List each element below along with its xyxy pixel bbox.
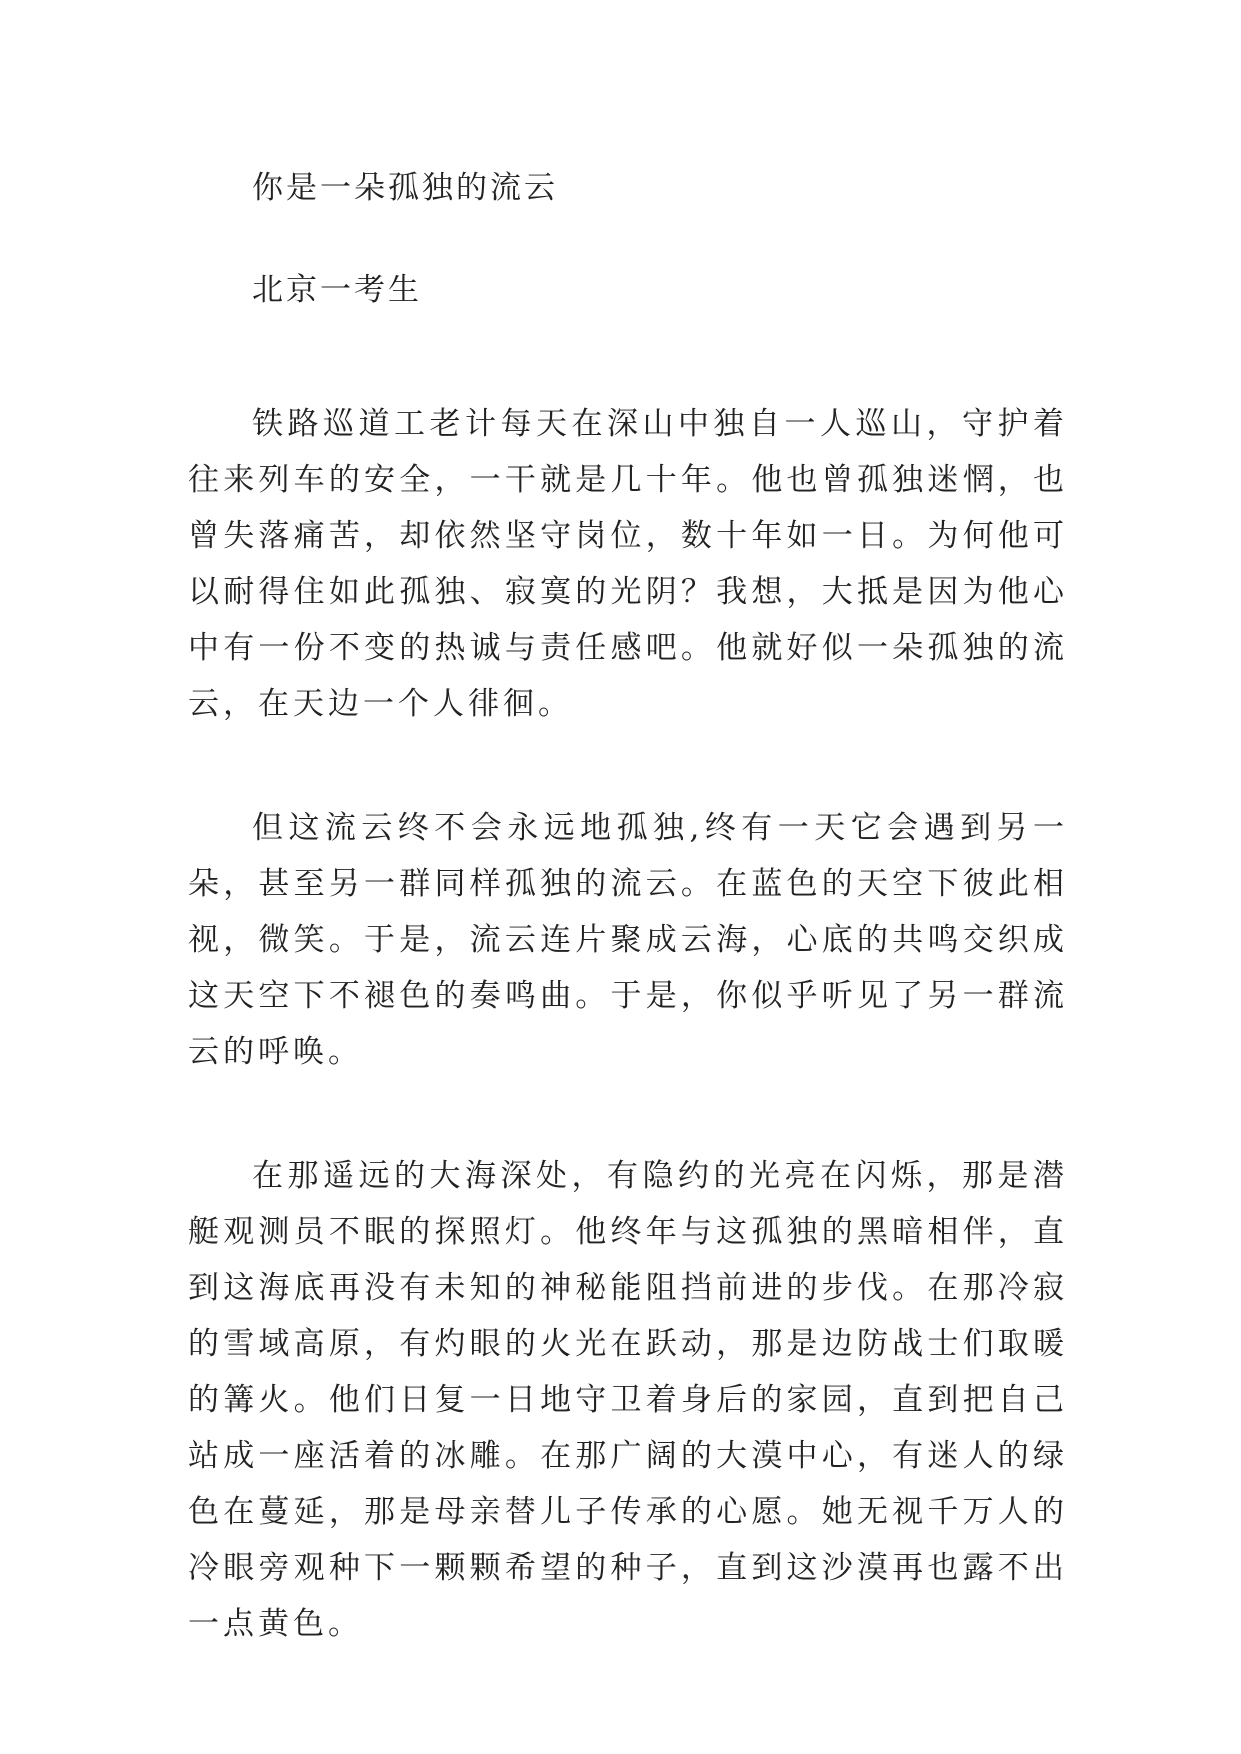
essay-title: 你是一朵孤独的流云 <box>252 170 558 206</box>
document-body <box>188 160 1068 1652</box>
paragraph-3: 在那遥远的大海深处，有隐约的光亮在闪烁，那是潜艇观测员不眠的探照灯。他终年与这孤独的黑暗相伴，直到这海底再没有未知的神秘能阻挡前进的步伐。在那冷寂的雪域高原，有灼眼的火光在跃动，那是边防战士们取暖的篝火。他们日复一日地守卫着身后的家园，直到把自己站成一座活着的冰雕。在那广阔的大漠中心，有迷人的绿色在蔓延，那是母亲替儿子传承的心愿。她无视千万人的冷眼旁观种下一颗颗希望的种子，直到这沙漠再也露不出一点黄色。 <box>188 1158 1068 1642</box>
paragraph-2: 但这流云终不会永远地孤独,终有一天它会遇到另一朵，甚至另一群同样孤独的流云。在蓝色的天空下彼此相视，微笑。于是，流云连片聚成云海，心底的共鸣交织成这天空下不褪色的奏鸣曲。于是，你似乎听见了另一群流云的呼唤。 <box>188 810 1068 1070</box>
essay-author: 北京一考生 <box>252 272 422 308</box>
paragraph-1: 铁路巡道工老计每天在深山中独自一人巡山，守护着往来列车的安全，一干就是几十年。他也曾孤独迷惘，也曾失落痛苦，却依然坚守岗位，数十年如一日。为何他可以耐得住如此孤独、寂寞的光阴？我想，大抵是因为他心中有一份不变的热诚与责任感吧。他就好似一朵孤独的流云，在天边一个人徘徊。 <box>188 406 1068 722</box>
